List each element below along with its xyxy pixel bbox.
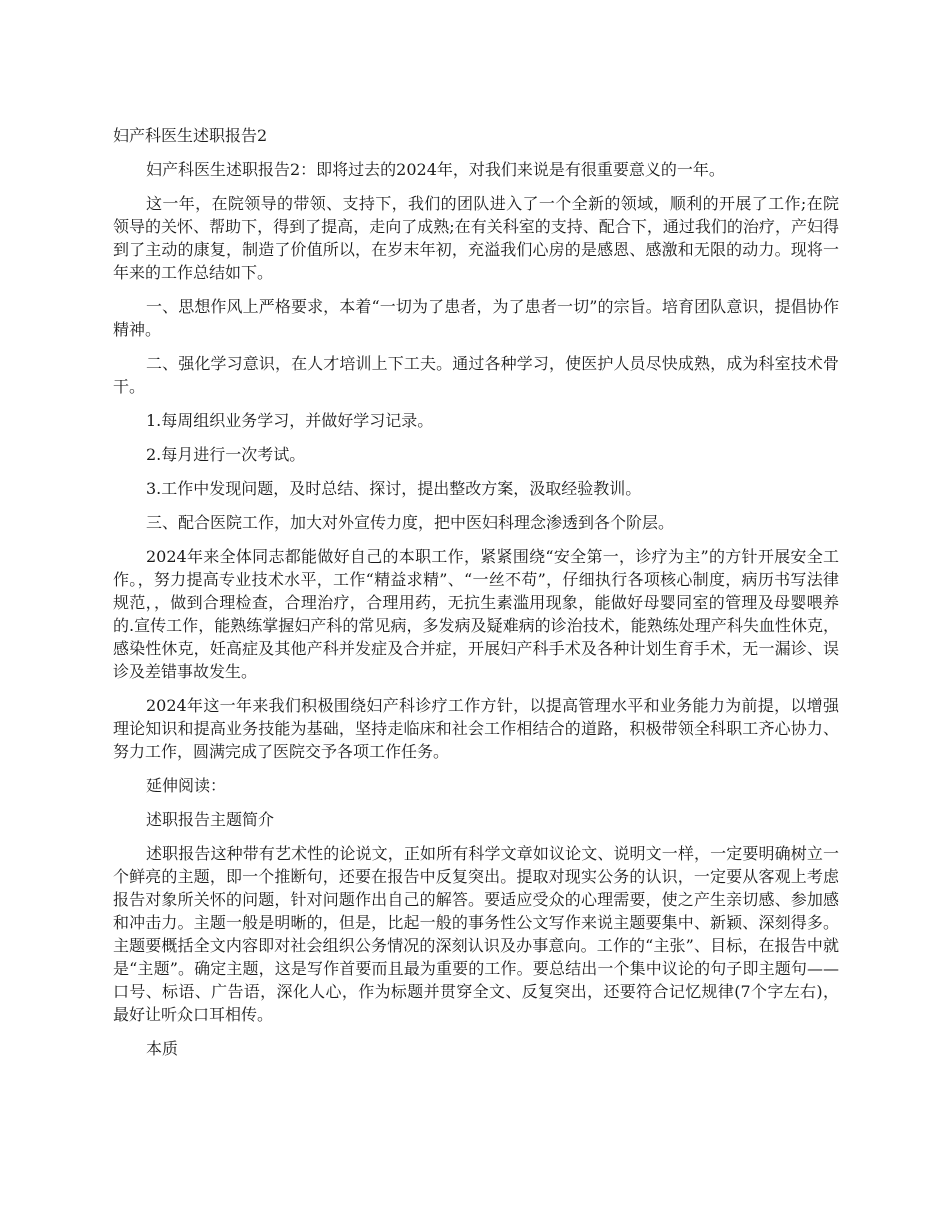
document-title: 妇产科医生述职报告2 — [113, 126, 268, 145]
paragraph-safety-work: 2024年来全体同志都能做好自己的本职工作，紧紧围绕“安全第一，诊疗为主”的方针开展安全工作。，努力提高专业技术水平，工作“精益求精”、“一丝不苟”，仔细执行各项核心制度，病历书写法律规范，，做到合理检查，合理治疗，合理用药，无抗生素滥用现象，能做好母婴同室的管理及母婴喂养的.宣传工作，能熟练掌握妇产科的常见病，多发病及疑难病的诊治技术，能熟练处理产科失血性休克，感染性休克，妊高症及其他产科并发症及合并症，开展妇产科手术及各种计划生育手术，无一漏诊、误诊及差错事故发生。 — [113, 547, 839, 681]
paragraph-summary: 2024年这一年来我们积极围绕妇产科诊疗工作方针，以提高管理水平和业务能力为前提，以增强理论知识和提高业务技能为基础，坚持走临床和社会工作相结合的道路，积极带领全科职工齐心协力、努力工作，圆满完成了医院交予各项工作任务。 — [113, 696, 839, 761]
paragraph-item-three: 三、配合医院工作，加大对外宣传力度，把中医妇科理念渗透到各个阶层。 — [146, 513, 675, 532]
paragraph-subitem-3: 3.工作中发现问题，及时总结、探讨，提出整改方案，汲取经验教训。 — [146, 479, 642, 498]
paragraph-item-two: 二、强化学习意识，在人才培训上下工夫。通过各种学习，使医护人员尽快成熟，成为科室技术骨干。 — [113, 354, 839, 396]
paragraph-item-one: 一、思想作风上严格要求，本着“一切为了患者，为了患者一切”的宗旨。培育团队意识，提倡协作精神。 — [113, 297, 839, 339]
paragraph-theme-heading: 述职报告主题简介 — [146, 810, 275, 829]
document-body — [113, 124, 839, 1071]
paragraph-year-review: 这一年，在院领导的带领、支持下，我们的团队进入了一个全新的领域，顺利的开展了工作;在院领导的关怀、帮助下，得到了提高，走向了成熟;在有关科室的支持、配合下，通过我们的治疗，产妇得到了主动的康复，制造了价值所以，在岁末年初，充溢我们心房的是感恩、感激和无限的动力。现将一年来的工作总结如下。 — [113, 194, 839, 282]
paragraph-theme-body: 述职报告这种带有艺术性的论说文，正如所有科学文章如议论文、说明文一样，一定要明确树立一个鲜亮的主题，即一个推断句，还要在报告中反复突出。提取对现实公务的认识，一定要从客观上考虑报告对象所关怀的问题，针对问题作出自己的解答。要适应受众的心理需要，使之产生亲切感、参加感和冲击力。主题一般是明晰的，但是，比起一般的事务性公文写作来说主题要集中、新颖、深刻得多。主题要概括全文内容即对社会组织公务情况的深刻认识及办事意向。工作的“主张”、目标，在报告中就是“主题”。确定主题，这是写作首要而且最为重要的工作。要总结出一个集中议论的句子即主题句——口号、标语、广告语，深化人心，作为标题并贯穿全文、反复突出，还要符合记忆规律(7个字左右)，最好让听众口耳相传。 — [113, 844, 839, 1024]
paragraph-essence: 本质 — [146, 1039, 179, 1058]
paragraph-extended-reading: 延伸阅读： — [146, 776, 227, 795]
paragraph-subitem-1: 1.每周组织业务学习，并做好学习记录。 — [146, 411, 434, 430]
paragraph-intro: 妇产科医生述职报告2：即将过去的2024年，对我们来说是有很重要意义的一年。 — [146, 160, 725, 179]
paragraph-subitem-2: 2.每月进行一次考试。 — [146, 445, 306, 464]
